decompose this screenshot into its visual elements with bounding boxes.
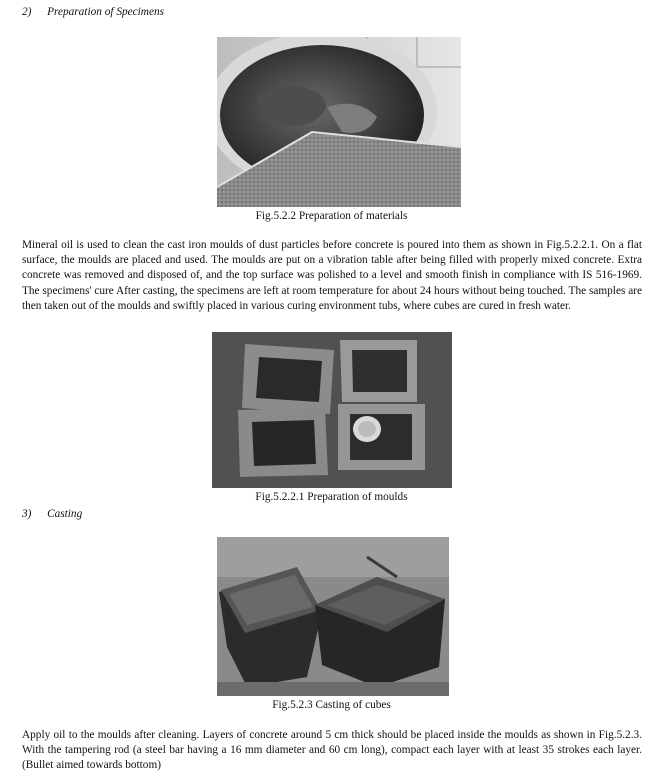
section-title: Preparation of Specimens [47, 6, 165, 18]
section-heading-preparation [22, 6, 164, 18]
section-heading-casting [22, 508, 82, 520]
body-paragraph-casting: Apply oil to the moulds after cleaning. Layers of concrete around 5 cm thick should be placed inside the moulds as shown in Fig.5.2.3. With the tampering rod (a steel bar having a 16 mm diameter and 60 cm long), compact each layer with at least 35 strokes each layer. (Bullet aimed towards bottom) [22, 729, 642, 772]
section-title: Casting [47, 508, 83, 520]
figure-moulds-image [212, 332, 452, 488]
figure-casting-image [217, 537, 449, 696]
figure-caption-moulds: Fig.5.2.2.1 Preparation of moulds [255, 491, 408, 503]
figure-caption-materials: Fig.5.2.2 Preparation of materials [255, 210, 408, 222]
figure-materials-image [217, 37, 461, 207]
figure-caption-casting: Fig.5.2.3 Casting of cubes [272, 699, 391, 711]
section-number: 3) [22, 508, 32, 520]
body-paragraph-specimens: Mineral oil is used to clean the cast iron moulds of dust particles before concrete is poured into them as shown in Fig.5.2.2.1. On a flat surface, the moulds are placed and used. The moulds are put on a vibration table after being filled with properly mixed concrete. Extra concrete was removed and disposed of, and the top surface was polished to a level and smooth finish in compliance with IS 516-1969. The specimens' cure After casting, the specimens are left at room temperature for about 24 hours without being touched. The samples are then taken out of the moulds and swiftly placed in various curing environment tubs, where cubes are cured in fresh water. [22, 239, 642, 312]
section-number: 2) [22, 6, 32, 18]
